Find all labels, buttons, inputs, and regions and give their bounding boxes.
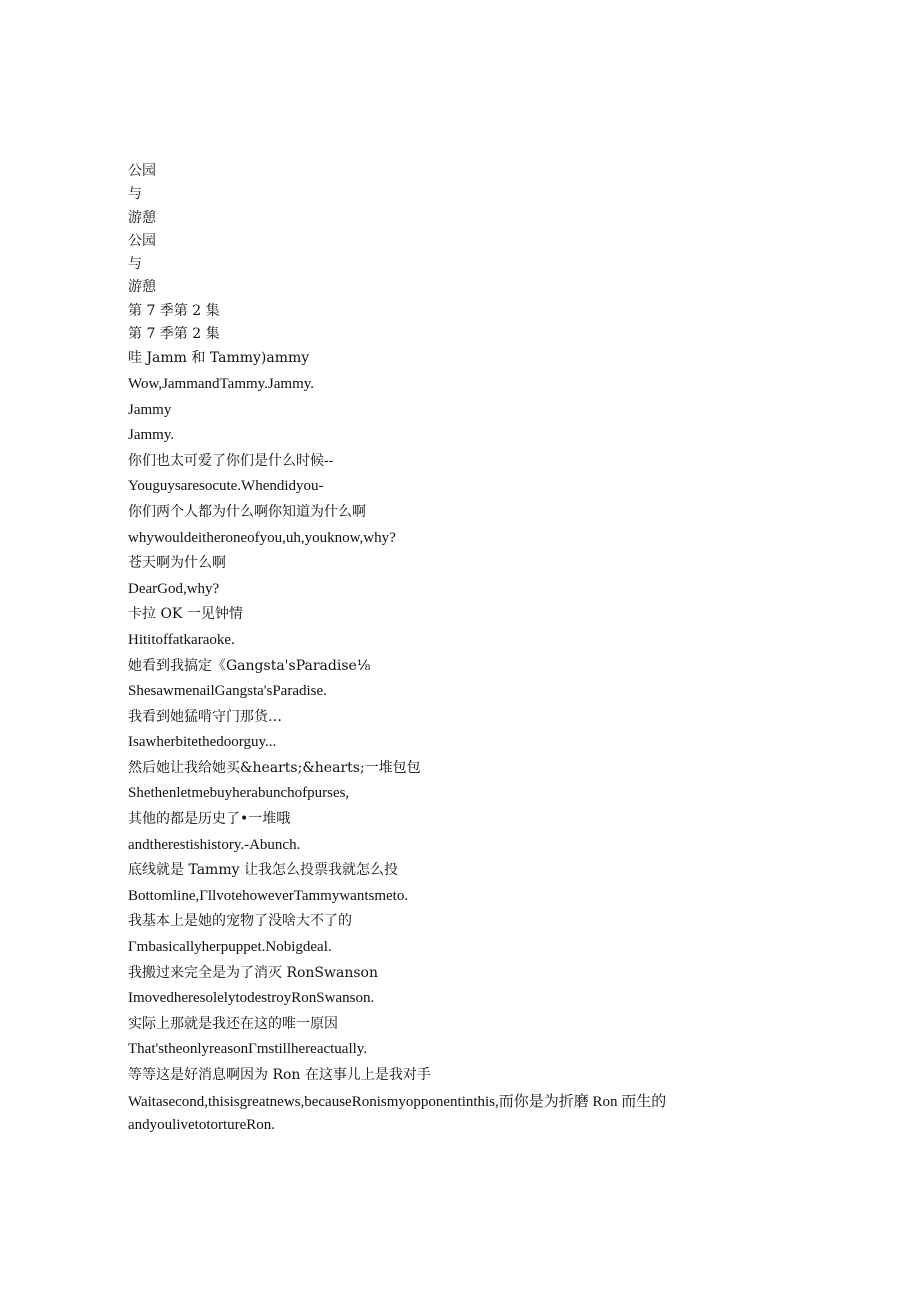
subtitle-en: Hititoffatkaraoke. (128, 631, 235, 648)
subtitle-zh: 其他的都是历史了•一堆哦 (128, 811, 291, 828)
subtitle-en: That'stheonlyreasonΓmstillhereactually. (128, 1041, 368, 1058)
subtitle-en: Jammy. (128, 427, 175, 444)
transcript-body (128, 160, 708, 1138)
subtitle-zh: 哇 Jamm 和 Tammy)ammy (128, 350, 310, 367)
header-line: 公园 (128, 232, 156, 249)
subtitle-en: Shethenletmebuyherabunchofpurses, (128, 785, 350, 802)
subtitle-en: andyoulivetotortureRon. (128, 1116, 276, 1133)
subtitle-en: Isawherbitethedoorguy... (128, 734, 277, 751)
subtitle-en: DearGod,why? (128, 580, 220, 597)
subtitle-zh: 底线就是 Tammy 让我怎么投票我就怎么投 (128, 862, 398, 879)
subtitle-zh: 苍天啊为什么啊 (128, 555, 226, 572)
subtitle-en: Jammy (128, 401, 172, 418)
subtitle-en: andtherestishistory.-Abunch. (128, 836, 301, 853)
header-line: 与 (128, 186, 142, 203)
subtitle-mixed: Waitasecond,thisisgreatnews,becauseRonismyopponentinthis,而你是为折磨 Ron 而生的 (128, 1093, 667, 1110)
subtitle-zh: 你们也太可爱了你们是什么时候-- (128, 452, 334, 469)
header-line: 游憩 (128, 279, 156, 296)
subtitle-en: Bottomline,ΓllvotehoweverTammywantsmeto. (128, 887, 409, 904)
subtitle-en: Γmbasicallyherpuppet.Nobigdeal. (128, 939, 332, 956)
subtitle-zh: 她看到我搞定《Gangsta'sParadise⅛ (128, 657, 371, 674)
subtitle-zh: 我看到她猛啃守门那货… (128, 708, 282, 725)
subtitle-zh: 然后她让我给她买&hearts;&hearts;一堆包包 (128, 759, 421, 776)
subtitle-en: ImovedheresolelytodestroyRonSwanson. (128, 990, 375, 1007)
subtitle-zh: 实际上那就是我还在这的唯一原因 (128, 1015, 338, 1032)
header-line: 游憩 (128, 209, 156, 226)
subtitle-zh: 你们两个人都为什么啊你知道为什么啊 (128, 503, 366, 520)
episode-line: 第 7 季第 2 集 (128, 326, 220, 343)
subtitle-en: whywouldeitheroneofyou,uh,youknow,why? (128, 529, 396, 546)
subtitle-zh: 我搬过来完全是为了消灭 RonSwanson (128, 964, 379, 981)
subtitle-zh: 卡拉 OK 一见钟情 (128, 606, 243, 623)
subtitle-en: Wow,JammandTammy.Jammy. (128, 375, 315, 392)
header-line: 公园 (128, 163, 156, 179)
subtitle-zh: 我基本上是她的宠物了没啥大不了的 (128, 913, 352, 930)
episode-line: 第 7 季第 2 集 (128, 302, 220, 319)
subtitle-en: Youguysaresocute.Whendidyou- (128, 478, 324, 495)
header-line: 与 (128, 256, 142, 273)
subtitle-zh: 等等这是好消息啊因为 Ron 在这事儿上是我对手 (128, 1067, 431, 1083)
subtitle-en: ShesawmenailGangsta'sParadise. (128, 683, 327, 700)
